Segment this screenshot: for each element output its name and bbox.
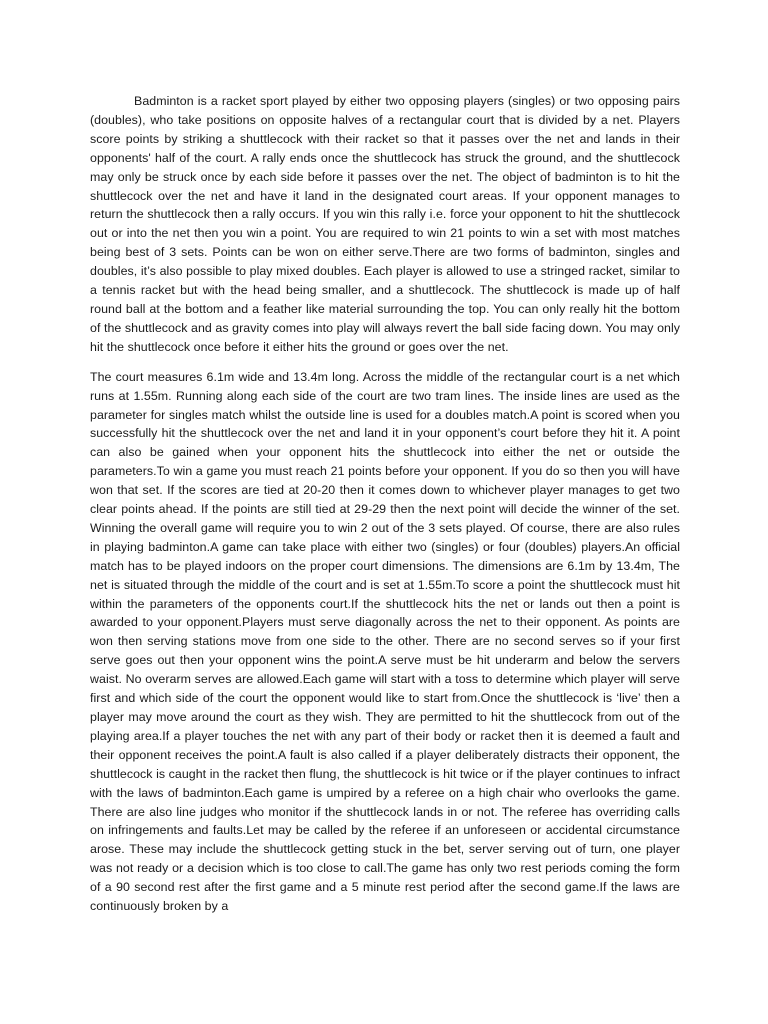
paragraph-intro: Badminton is a racket sport played by either two opposing players (singles) or two opposing pairs (doubles), who take positions on opposite halves of a rectangular court that is divided by a net. Players score points by striking a shuttlecock with their racket so that it passes over the net and lands in their opponents' half of the court. A rally ends once the shuttlecock has struck the ground, and the shuttlecock may only be struck once by each side before it passes over the net. The object of badminton is to hit the shuttlecock over the net and have it land in the designated court areas. If your opponent manages to return the shuttlecock then a rally occurs. If you win this rally i.e. force your opponent to hit the shuttlecock out or into the net then you win a point. You are required to win 21 points to win a set with most matches being best of 3 sets. Points can be won on either serve.There are two forms of badminton, singles and doubles, it’s also possible to play mixed doubles. Each player is allowed to use a stringed racket, similar to a tennis racket but with the head being smaller, and a shuttlecock. The shuttlecock is made up of half round ball at the bottom and a feather like material surrounding the top. You can only really hit the bottom of the shuttlecock and as gravity comes into play will always revert the ball side facing down. You may only hit the shuttlecock once before it either hits the ground or goes over the net. <box>90 94 680 354</box>
document-page <box>90 92 680 927</box>
paragraph-court-rules: The court measures 6.1m wide and 13.4m long. Across the middle of the rectangular court is a net which runs at 1.55m. Running along each side of the court are two tram lines. The inside lines are used as the parameter for singles match whilst the outside line is used for a doubles match.A point is scored when you successfully hit the shuttlecock over the net and land it in your opponent’s court before they hit it. A point can also be gained when your opponent hits the shuttlecock into either the net or outside the parameters.To win a game you must reach 21 points before your opponent. If you do so then you will have won that set. If the scores are tied at 20-20 then it comes down to whichever player manages to get two clear points ahead. If the points are still tied at 29-29 then the next point will decide the winner of the set. Winning the overall game will require you to win 2 out of the 3 sets played. Of course, there are also rules in playing badminton.A game can take place with either two (singles) or four (doubles) players.An official match has to be played indoors on the proper court dimensions. The dimensions are 6.1m by 13.4m, The net is situated through the middle of the court and is set at 1.55m.To score a point the shuttlecock must hit within the parameters of the opponents court.If the shuttlecock hits the net or lands out then a point is awarded to your opponent.Players must serve diagonally across the net to their opponent. As points are won then serving stations move from one side to the other. There are no second serves so if your first serve goes out then your opponent wins the point.A serve must be hit underarm and below the servers waist. No overarm serves are allowed.Each game will start with a toss to determine which player will serve first and which side of the court the opponent would like to start from.Once the shuttlecock is ‘live’ then a player may move around the court as they wish. They are permitted to hit the shuttlecock from out of the playing area.If a player touches the net with any part of their body or racket then it is deemed a fault and their opponent receives the point.A fault is also called if a player deliberately distracts their opponent, the shuttlecock is caught in the racket then flung, the shuttlecock is hit twice or if the player continues to infract with the laws of badminton.Each game is umpired by a referee on a high chair who overlooks the game. There are also line judges who monitor if the shuttlecock lands in or not. The referee has overriding calls on infringements and faults.Let may be called by the referee if an unforeseen or accidental circumstance arose. These may include the shuttlecock getting stuck in the bet, server serving out of turn, one player was not ready or a decision which is too close to call.The game has only two rest periods coming the form of a 90 second rest after the first game and a 5 minute rest period after the second game.If the laws are continuously broken by a <box>90 369 680 914</box>
